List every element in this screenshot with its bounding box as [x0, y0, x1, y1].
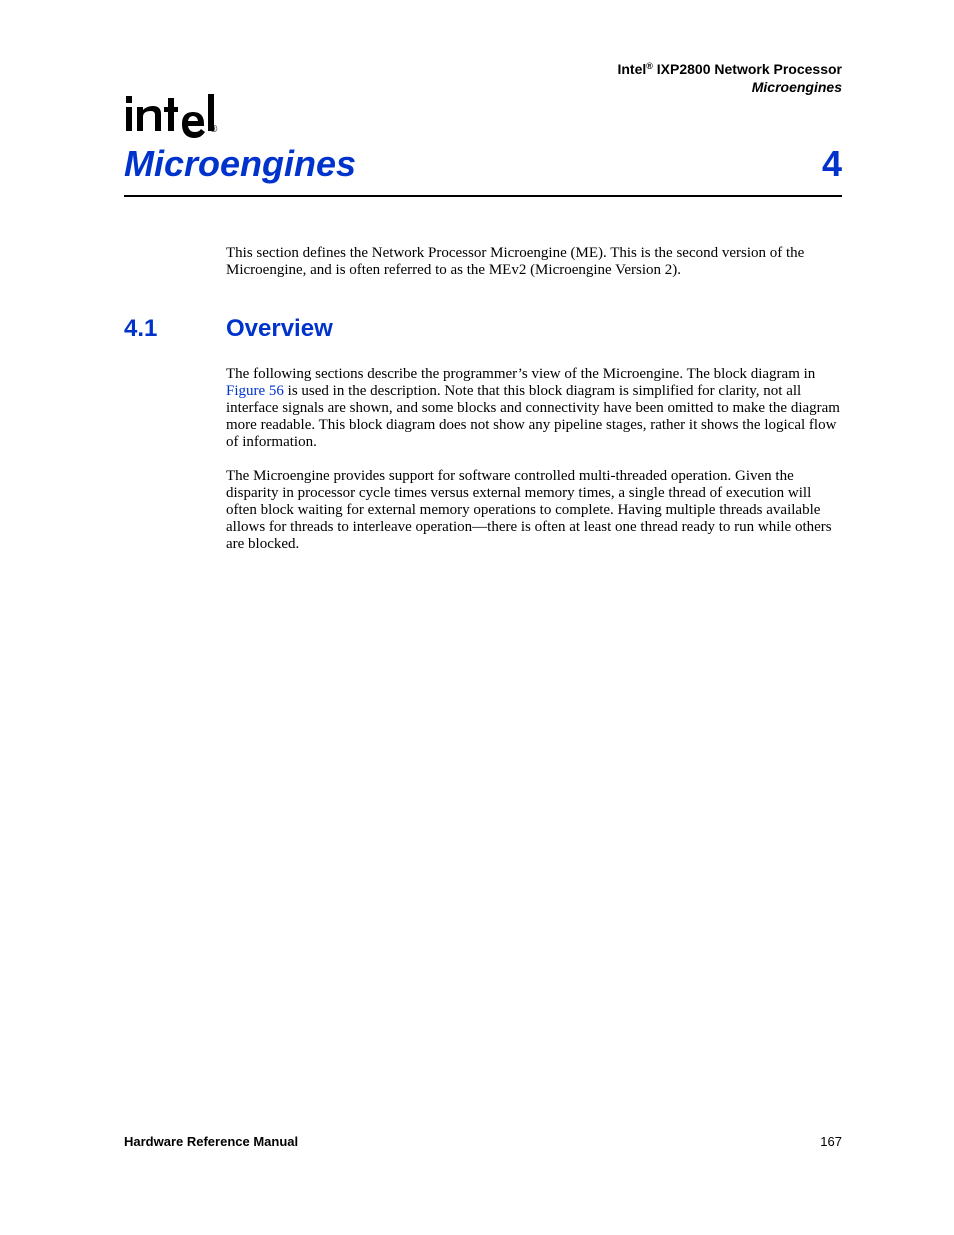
header-brand: Intel	[617, 61, 647, 77]
intel-logo-icon	[124, 92, 224, 142]
figure-56-link[interactable]: Figure 56	[226, 383, 284, 399]
logo-registered-mark: ®	[210, 124, 218, 135]
running-header-product	[617, 60, 842, 78]
section-title: Overview	[226, 315, 333, 342]
intro-paragraph: This section defines the Network Processor Microengine (ME). This is the second version of the Microengine, and is often referred to as the MEv2 (Microengine Version 2).	[226, 245, 805, 278]
overview-text-after-link: is used in the description. Note that this block diagram is simplified for clarity, not all interface signals are shown, and some blocks and connectivity have been omitted to make the diagram more readable. This block diagram does not show any pipeline stages, rather it shows the logical flow of information.	[226, 383, 840, 450]
overview-paragraph-1	[226, 366, 842, 451]
running-header	[617, 60, 842, 96]
footer-page-number: 167	[820, 1134, 842, 1149]
header-product: IXP2800 Network Processor	[652, 61, 842, 77]
chapter-title: Microengines	[124, 143, 357, 184]
header-registered-mark: ®	[646, 61, 653, 71]
overview-paragraph-2: The Microengine provides support for software controlled multi-threaded operation. Given the disparity in processor cycle times versus external memory times, a single thread of execution will often block waiting for external memory operations to complete. Having multiple threads available allows for threads to interleave operation—there is often at least one thread ready to run while others are blocked.	[226, 468, 832, 552]
chapter-number: 4	[821, 143, 842, 184]
running-header-chapter: Microengines	[751, 79, 842, 95]
chapter-divider	[124, 195, 842, 197]
overview-text-before-link: The following sections describe the programmer’s view of the Microengine. The block diagram in	[226, 366, 816, 382]
section-number: 4.1	[124, 315, 158, 342]
footer-manual-title: Hardware Reference Manual	[124, 1134, 299, 1149]
